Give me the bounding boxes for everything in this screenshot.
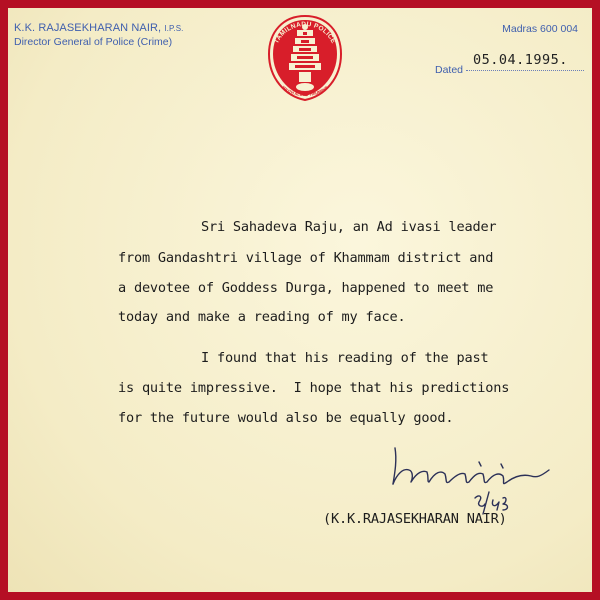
date-value: 05.04.1995.	[473, 52, 568, 68]
body-line: for the future would also be equally good.	[118, 410, 454, 426]
dated-label: Dated	[435, 64, 464, 76]
body-line: Sri Sahadeva Raju, an Ad ivasi leader	[201, 219, 497, 235]
body-line: I found that his reading of the past	[201, 350, 489, 366]
officer-suffix: I.P.S.	[164, 24, 184, 33]
seal-motto: TRUTH ALONE TRIUMPHS	[280, 84, 330, 98]
letterhead-name	[14, 22, 183, 34]
signatory-name: (K.K.RAJASEKHARAN NAIR)	[323, 511, 507, 527]
date-underline	[466, 70, 584, 71]
police-seal-emblem	[265, 12, 345, 104]
seal-top-text: TAMILNADU POLICE	[273, 20, 337, 45]
body-line: from Gandashtri village of Khammam district and	[118, 250, 494, 266]
body-line: is quite impressive. I hope that his predictions	[118, 380, 510, 396]
letterhead-designation: Director General of Police (Crime)	[14, 36, 173, 48]
letter-page	[8, 8, 592, 592]
officer-name: K.K. RAJASEKHARAN NAIR,	[14, 22, 162, 34]
body-line: today and make a reading of my face.	[118, 309, 406, 325]
letterhead-place: Madras 600 004	[502, 23, 578, 35]
body-line: a devotee of Goddess Durga, happened to meet me	[118, 280, 494, 296]
